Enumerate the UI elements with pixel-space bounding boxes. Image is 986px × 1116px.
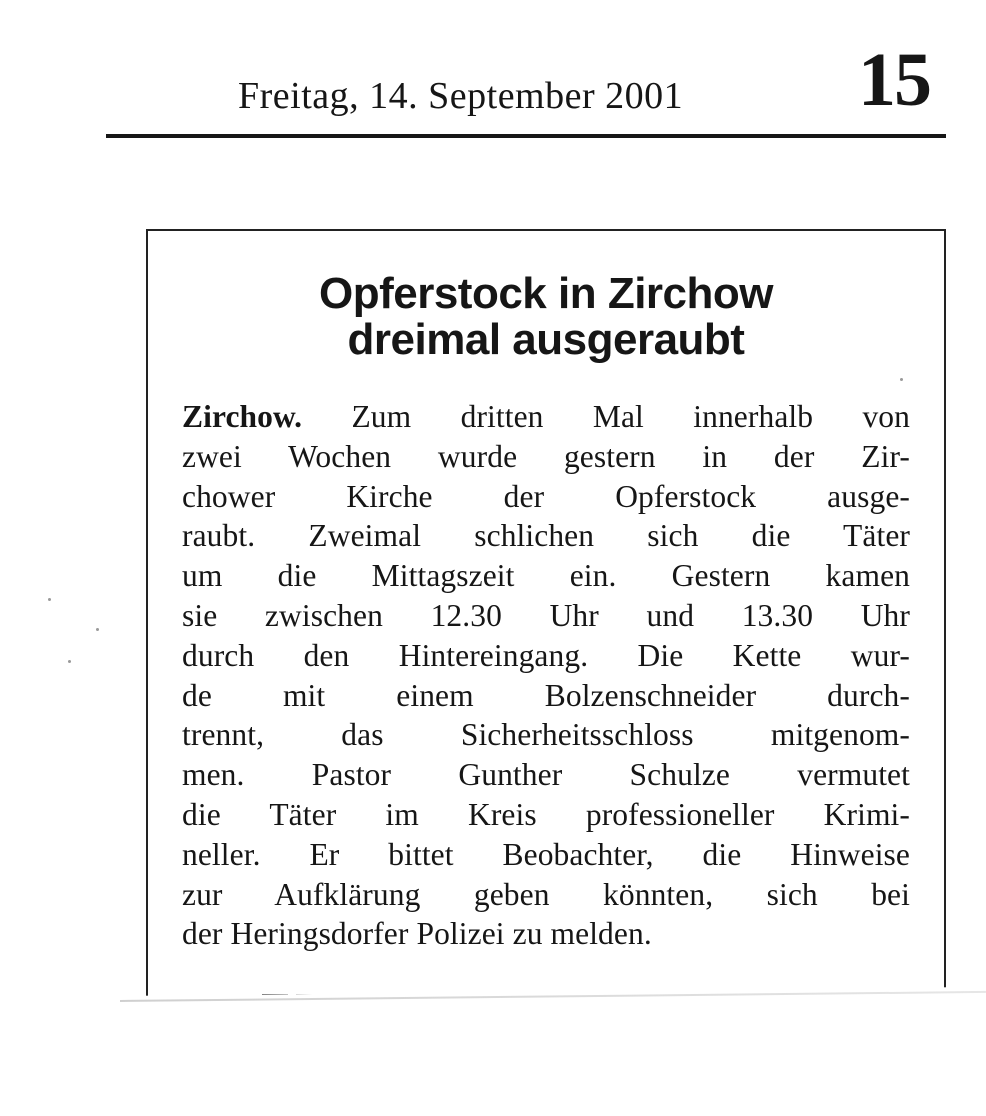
torn-paper-edge bbox=[118, 987, 986, 1116]
article-headline bbox=[148, 271, 944, 363]
page-number: 15 bbox=[858, 38, 930, 122]
body-line: um die Mittagszeit ein. Gestern kamen bbox=[182, 558, 910, 594]
body-line: neller. Er bittet Beobachter, die Hinweise bbox=[182, 836, 910, 872]
body-line: zur Aufklärung geben könnten, sich bei bbox=[182, 876, 910, 912]
body-line: die Täter im Kreis professioneller Krimi- bbox=[182, 796, 910, 832]
scan-speck bbox=[68, 660, 71, 663]
body-line: chower Kirche der Opferstock ausge- bbox=[182, 478, 910, 514]
article-body bbox=[182, 397, 910, 954]
body-line-text: Zum dritten Mal innerhalb von bbox=[302, 399, 910, 434]
issue-date: Freitag, 14. September 2001 bbox=[238, 75, 684, 117]
body-line: durch den Hintereingang. Die Kette wur- bbox=[182, 637, 910, 673]
body-line: der Heringsdorfer Polizei zu melden. bbox=[182, 916, 652, 952]
headline-line-1: Opferstock in Zirchow bbox=[318, 269, 773, 318]
scan-speck bbox=[96, 628, 99, 631]
body-line: trennt, das Sicherheitsschloss mitgenom- bbox=[182, 717, 910, 753]
body-line: zwei Wochen wurde gestern in der Zir- bbox=[182, 438, 910, 474]
body-line: de mit einem Bolzenschneider durch- bbox=[182, 677, 910, 713]
scan-speck bbox=[48, 598, 51, 601]
body-line: men. Pastor Gunther Schulze vermutet bbox=[182, 757, 910, 793]
body-line: sie zwischen 12.30 Uhr und 13.30 Uhr bbox=[182, 597, 910, 633]
article-dateline: Zirchow. bbox=[182, 399, 303, 434]
scan-speck bbox=[900, 378, 903, 381]
headline-line-2: dreimal ausgeraubt bbox=[347, 315, 745, 364]
header-rule bbox=[106, 134, 946, 138]
article-clipping bbox=[146, 229, 946, 1019]
body-line: raubt. Zweimal schlichen sich die Täter bbox=[182, 518, 910, 554]
body-line bbox=[182, 397, 910, 437]
